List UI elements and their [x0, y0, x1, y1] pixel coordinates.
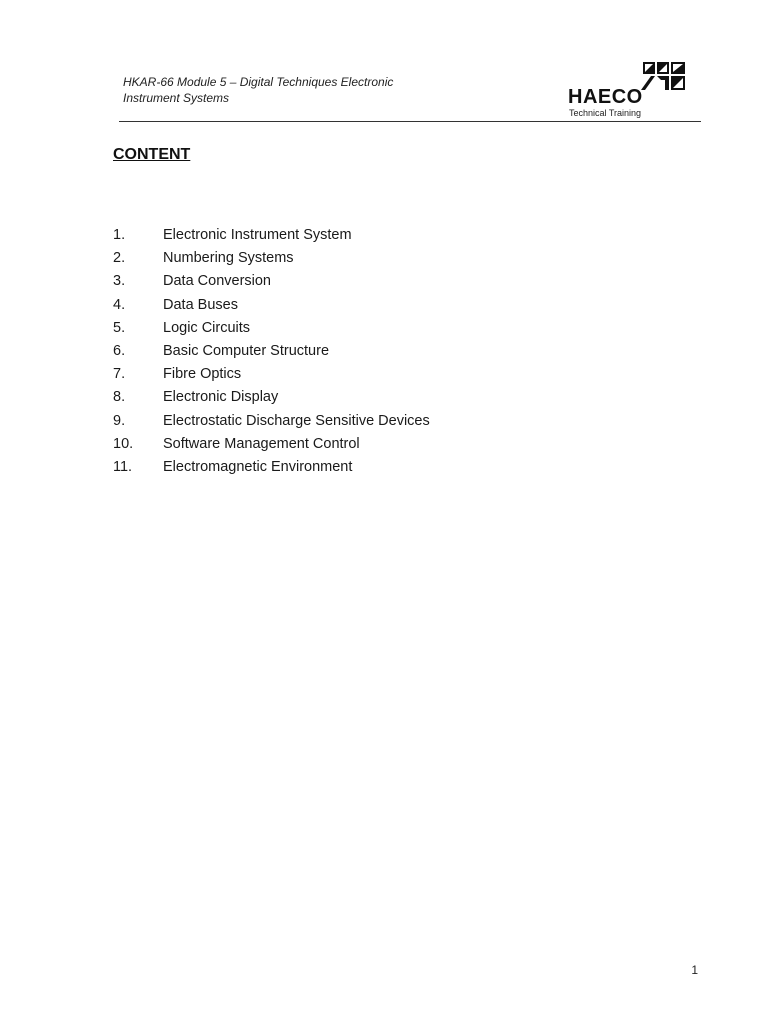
toc-item-label: Electronic Display: [163, 389, 279, 406]
toc-item-label: Basic Computer Structure: [163, 342, 330, 359]
logo-subtitle: Technical Training: [569, 108, 642, 118]
toc-item: [113, 365, 430, 388]
toc-item-number: 1.: [113, 227, 126, 243]
toc-item-label: Electromagnetic Environment: [163, 458, 353, 475]
header-divider: [119, 121, 701, 122]
toc-item-number: 9.: [113, 412, 126, 429]
toc-item-label: Data Buses: [163, 296, 238, 313]
toc-item-number: 4.: [113, 296, 126, 313]
toc-item: [113, 412, 430, 435]
header-title-line-1: HKAR-66 Module 5 – Digital Techniques Electronic: [123, 75, 394, 89]
toc-item-label: Logic Circuits: [163, 319, 251, 336]
haeco-logo: [568, 61, 698, 121]
logo-brand-text: HAECO: [568, 86, 643, 108]
toc-item-label: Data Conversion: [163, 273, 271, 290]
toc-item-number: 11.: [113, 458, 133, 475]
table-of-contents: [113, 226, 430, 481]
document-header-title: [123, 74, 443, 106]
toc-item: [113, 249, 430, 272]
toc-item: [113, 272, 430, 295]
toc-item-number: 6.: [113, 342, 126, 359]
toc-item: [113, 296, 430, 319]
toc-item-label: Electrostatic Discharge Sensitive Devices: [163, 412, 430, 429]
toc-item: [113, 388, 430, 411]
toc-item: [113, 458, 430, 481]
toc-item-number: 5.: [113, 319, 126, 336]
header-title-line-2: Instrument Systems: [123, 91, 230, 105]
toc-item-number: 10.: [113, 435, 134, 452]
toc-item-number: 3.: [113, 273, 126, 290]
page-number: 1: [691, 963, 698, 977]
toc-item: [113, 435, 430, 458]
toc-item-label: Electronic Instrument System: [163, 227, 352, 243]
toc-item: [113, 342, 430, 365]
toc-item-label: Numbering Systems: [163, 250, 294, 267]
toc-item: [113, 319, 430, 342]
haeco-logo-mark-icon: [640, 61, 688, 91]
content-heading: CONTENT: [113, 146, 191, 163]
toc-item-label: Fibre Optics: [163, 366, 242, 383]
toc-item-number: 2.: [113, 250, 126, 267]
toc-item-number: 7.: [113, 366, 126, 383]
toc-item-number: 8.: [113, 389, 126, 406]
toc-item: [113, 226, 430, 249]
toc-item-label: Software Management Control: [163, 435, 360, 452]
